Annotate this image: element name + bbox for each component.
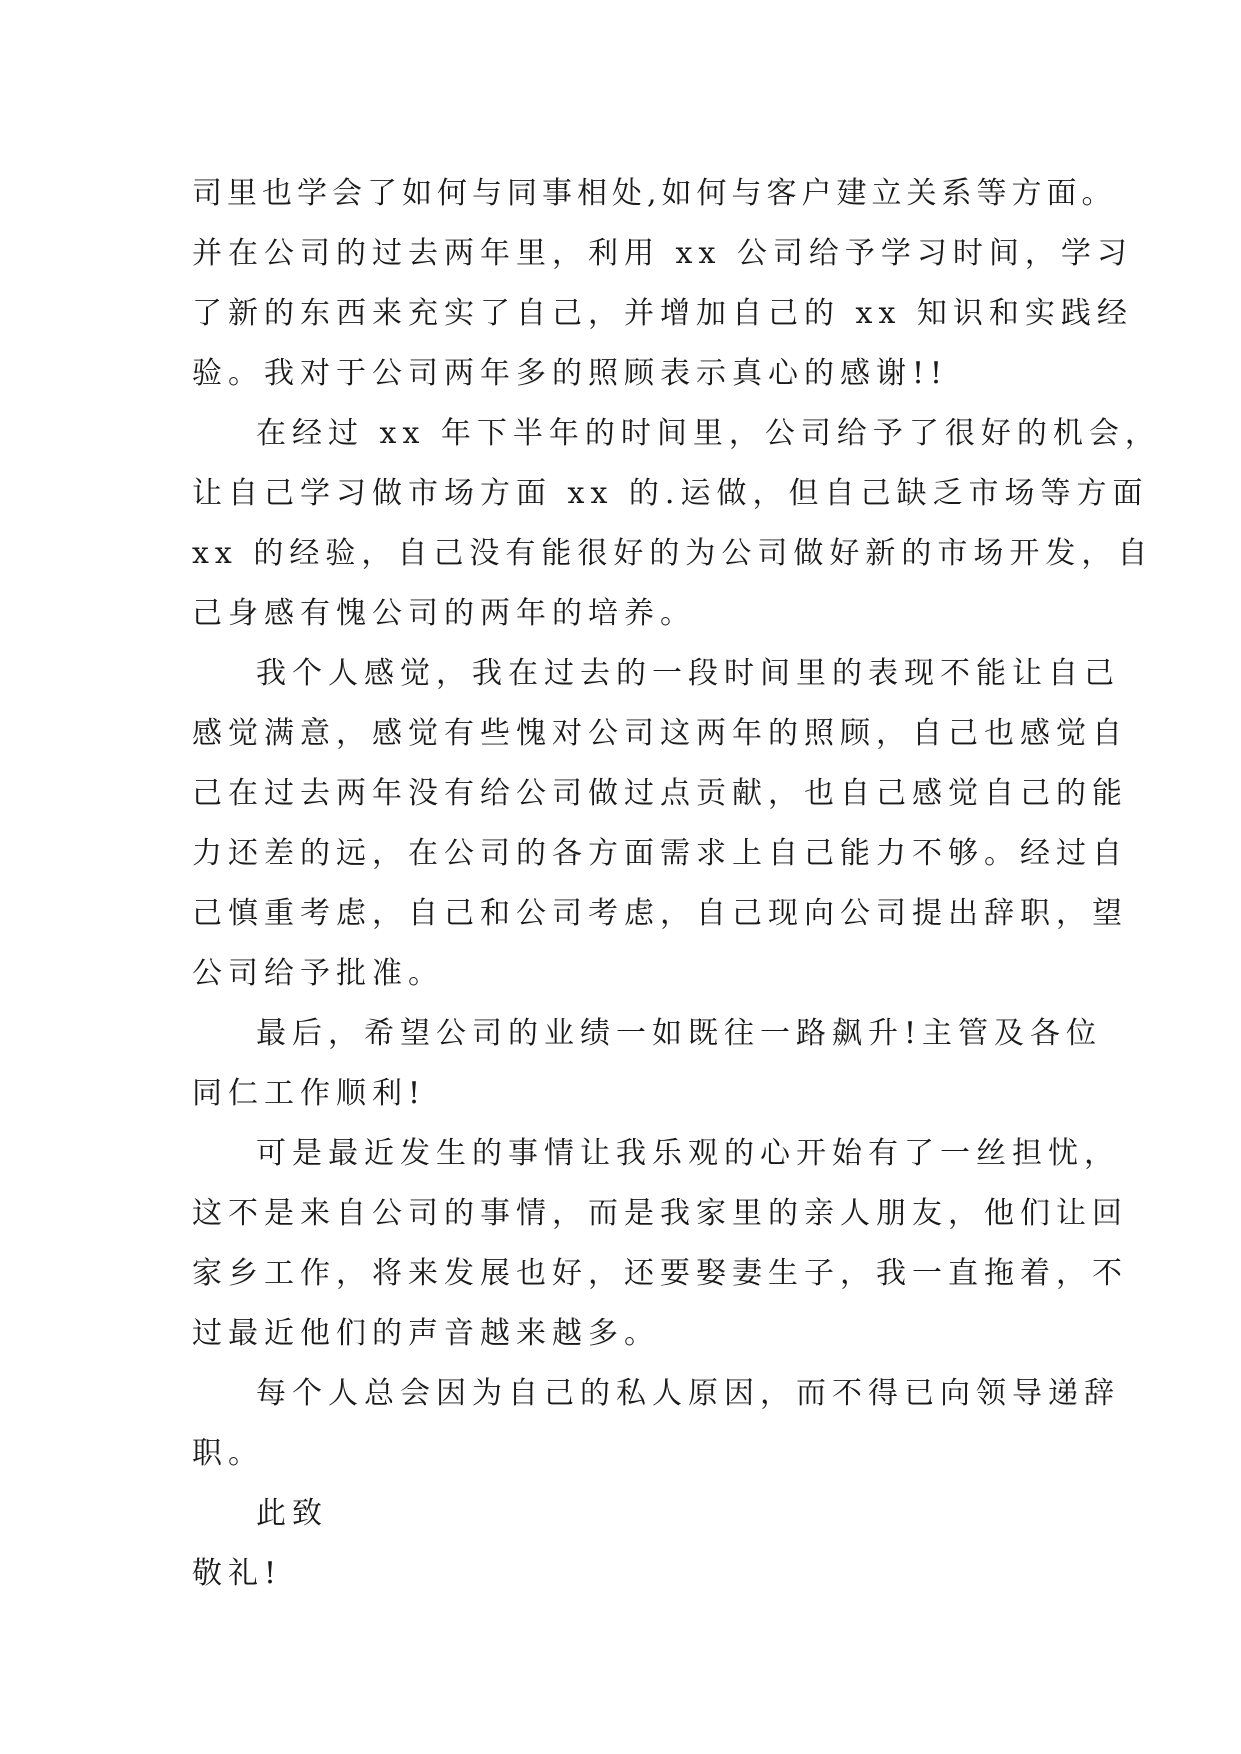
text-line-20: 过最近他们的声音越来越多。 [192, 1316, 660, 1351]
text-line-7: xx 的经验，自己没有能很好的为公司做好新的市场开发，自 [192, 536, 1154, 571]
text-line-11: 己在过去两年没有给公司做过点贡献，也自己感觉自己的能 [192, 776, 1128, 811]
text-line-18: 这不是来自公司的事情，而是我家里的亲人朋友，他们让回 [192, 1196, 1128, 1231]
letter-body [192, 164, 1161, 1604]
text-line-5: 在经过 xx 年下半年的时间里，公司给予了很好的机会， [256, 416, 1161, 451]
text-line-10: 感觉满意，感觉有些愧对公司这两年的照顾，自己也感觉自 [192, 716, 1128, 751]
text-line-2: 并在公司的过去两年里，利用 xx 公司给予学习时间，学习 [192, 236, 1133, 271]
text-line-13: 己慎重考虑，自己和公司考虑，自己现向公司提出辞职，望 [192, 896, 1128, 931]
text-line-15: 最后，希望公司的业绩一如既往一路飙升!主管及各位 [256, 1016, 1103, 1051]
text-line-16: 同仁工作顺利! [192, 1076, 427, 1111]
closing-salute: 敬礼! [192, 1556, 283, 1591]
text-line-8: 己身感有愧公司的两年的培养。 [192, 596, 696, 631]
text-line-19: 家乡工作，将来发展也好，还要娶妻生子，我一直拖着，不 [192, 1256, 1128, 1291]
text-line-22: 职。 [192, 1436, 264, 1471]
closing-greeting: 此致 [256, 1496, 328, 1531]
text-line-3: 了新的东西来充实了自己，并增加自己的 xx 知识和实践经 [192, 296, 1133, 331]
text-line-4: 验。我对于公司两年多的照顾表示真心的感谢!! [192, 356, 949, 391]
text-line-14: 公司给予批准。 [192, 956, 444, 991]
text-line-6: 让自己学习做市场方面 xx 的.运做，但自己缺乏市场等方面 [192, 476, 1149, 511]
text-line-9: 我个人感觉，我在过去的一段时间里的表现不能让自己 [256, 656, 1120, 691]
text-line-1: 司里也学会了如何与同事相处,如何与客户建立关系等方面。 [192, 176, 1117, 211]
text-line-17: 可是最近发生的事情让我乐观的心开始有了一丝担忧， [256, 1136, 1120, 1171]
text-line-12: 力还差的远，在公司的各方面需求上自己能力不够。经过自 [192, 836, 1128, 871]
text-line-21: 每个人总会因为自己的私人原因，而不得已向领导递辞 [256, 1376, 1120, 1411]
